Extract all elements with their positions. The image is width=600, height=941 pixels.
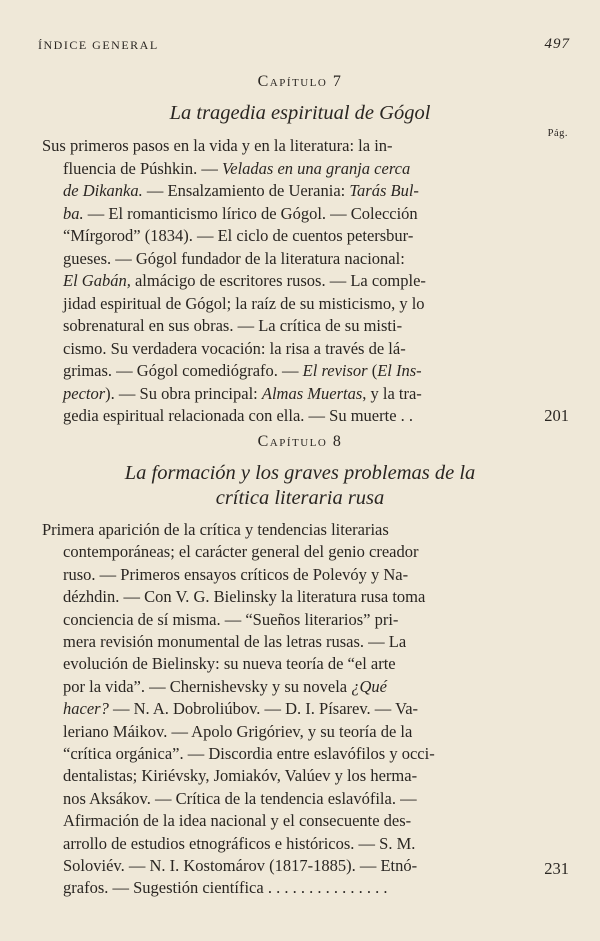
summary-line: dentalistas; Kiriévsky, Jomiakóv, Valúev y los herma- bbox=[63, 766, 418, 786]
summary-line: nos Aksákov. — Crítica de la tendencia eslavófila. — bbox=[63, 788, 417, 808]
summary-line: grafos. — Sugestión científica . . . . . . . . . . . . . . . bbox=[63, 878, 388, 898]
summary-line: Sus primeros pasos en la vida y en la literatura: la in- bbox=[42, 136, 393, 155]
summary-line: fluencia de Púshkin. — Veladas en una granja cerca bbox=[63, 158, 411, 178]
page-column-label: Pág. bbox=[547, 128, 568, 139]
chapter-8-page-number: 231 bbox=[544, 859, 569, 878]
running-head-title: ÍNDICE GENERAL bbox=[38, 38, 159, 52]
chapter-8-label: Capítulo 8 bbox=[257, 433, 343, 450]
summary-line: gedia espiritual relacionada con ella. — Su muerte . . bbox=[63, 406, 414, 425]
summary-line: arrollo de estudios etnográficos e históricos. — S. M. bbox=[63, 833, 416, 853]
summary-line: dézhdin. — Con V. G. Bielinsky la literatura rusa toma bbox=[63, 587, 426, 607]
summary-line: ruso. — Primeros ensayos críticos de Polevóy y Na- bbox=[63, 564, 409, 584]
running-head-page-number: 497 bbox=[544, 36, 570, 52]
summary-line: gueses. — Gógol fundador de la literatura nacional: bbox=[63, 248, 405, 268]
summary-line: sobrenatural en sus obras. — La crítica de su misti- bbox=[63, 316, 403, 335]
summary-line: Afirmación de la idea nacional y el consecuente des- bbox=[63, 811, 412, 831]
summary-line: Primera aparición de la crítica y tendencias literarias bbox=[42, 520, 389, 539]
chapter-7-title-line: La tragedia espiritual de Gógol bbox=[169, 102, 431, 124]
summary-line: “crítica orgánica”. — Discordia entre eslavófilos y occi- bbox=[63, 744, 435, 763]
summary-line: por la vida”. — Chernishevsky y su novela ¿Qué bbox=[63, 676, 387, 696]
chapter-8-title bbox=[40, 461, 560, 511]
chapter-8-title-line: La formación y los graves problemas de la bbox=[124, 462, 476, 484]
summary-line: contemporáneas; el carácter general del genio creador bbox=[63, 542, 419, 562]
summary-line: “Mírgorod” (1834). — El ciclo de cuentos petersbur- bbox=[63, 226, 414, 245]
chapter-7-title bbox=[40, 101, 560, 126]
summary-line: Soloviév. — N. I. Kostomárov (1817-1885). — Etnó- bbox=[63, 856, 418, 875]
summary-line: evolución de Bielinsky: su nueva teoría de “el arte bbox=[63, 654, 396, 674]
summary-line: leriano Máikov. — Apolo Grigóriev, y su teoría de la bbox=[63, 721, 413, 741]
summary-line: jidad espiritual de Gógol; la raíz de su misticismo, y lo bbox=[63, 293, 425, 313]
running-head bbox=[38, 38, 570, 56]
summary-line: El Gabán, almácigo de escritores rusos. — La comple- bbox=[63, 271, 426, 290]
summary-line: pector). — Su obra principal: Almas Muertas, y la tra- bbox=[63, 383, 422, 403]
chapter-7-page-number: 201 bbox=[544, 406, 569, 425]
chapter-8-title-line: crítica literaria rusa bbox=[215, 487, 385, 509]
summary-line: mera revisión monumental de las letras rusas. — La bbox=[63, 632, 407, 651]
summary-line: grimas. — Gógol comediógrafo. — El revisor (El Ins- bbox=[63, 361, 422, 380]
summary-line: de Dikanka. — Ensalzamiento de Uerania: Tarás Bul- bbox=[63, 181, 419, 200]
summary-line: conciencia de sí misma. — “Sueños literarios” pri- bbox=[63, 609, 399, 629]
summary-line: cismo. Su verdadera vocación: la risa a través de lá- bbox=[63, 338, 406, 358]
summary-line: ba. — El romanticismo lírico de Gógol. — Colección bbox=[63, 203, 418, 223]
summary-line: hacer? — N. A. Dobroliúbov. — D. I. Písarev. — Va- bbox=[63, 699, 419, 719]
chapter-7-label: Capítulo 7 bbox=[257, 73, 343, 90]
